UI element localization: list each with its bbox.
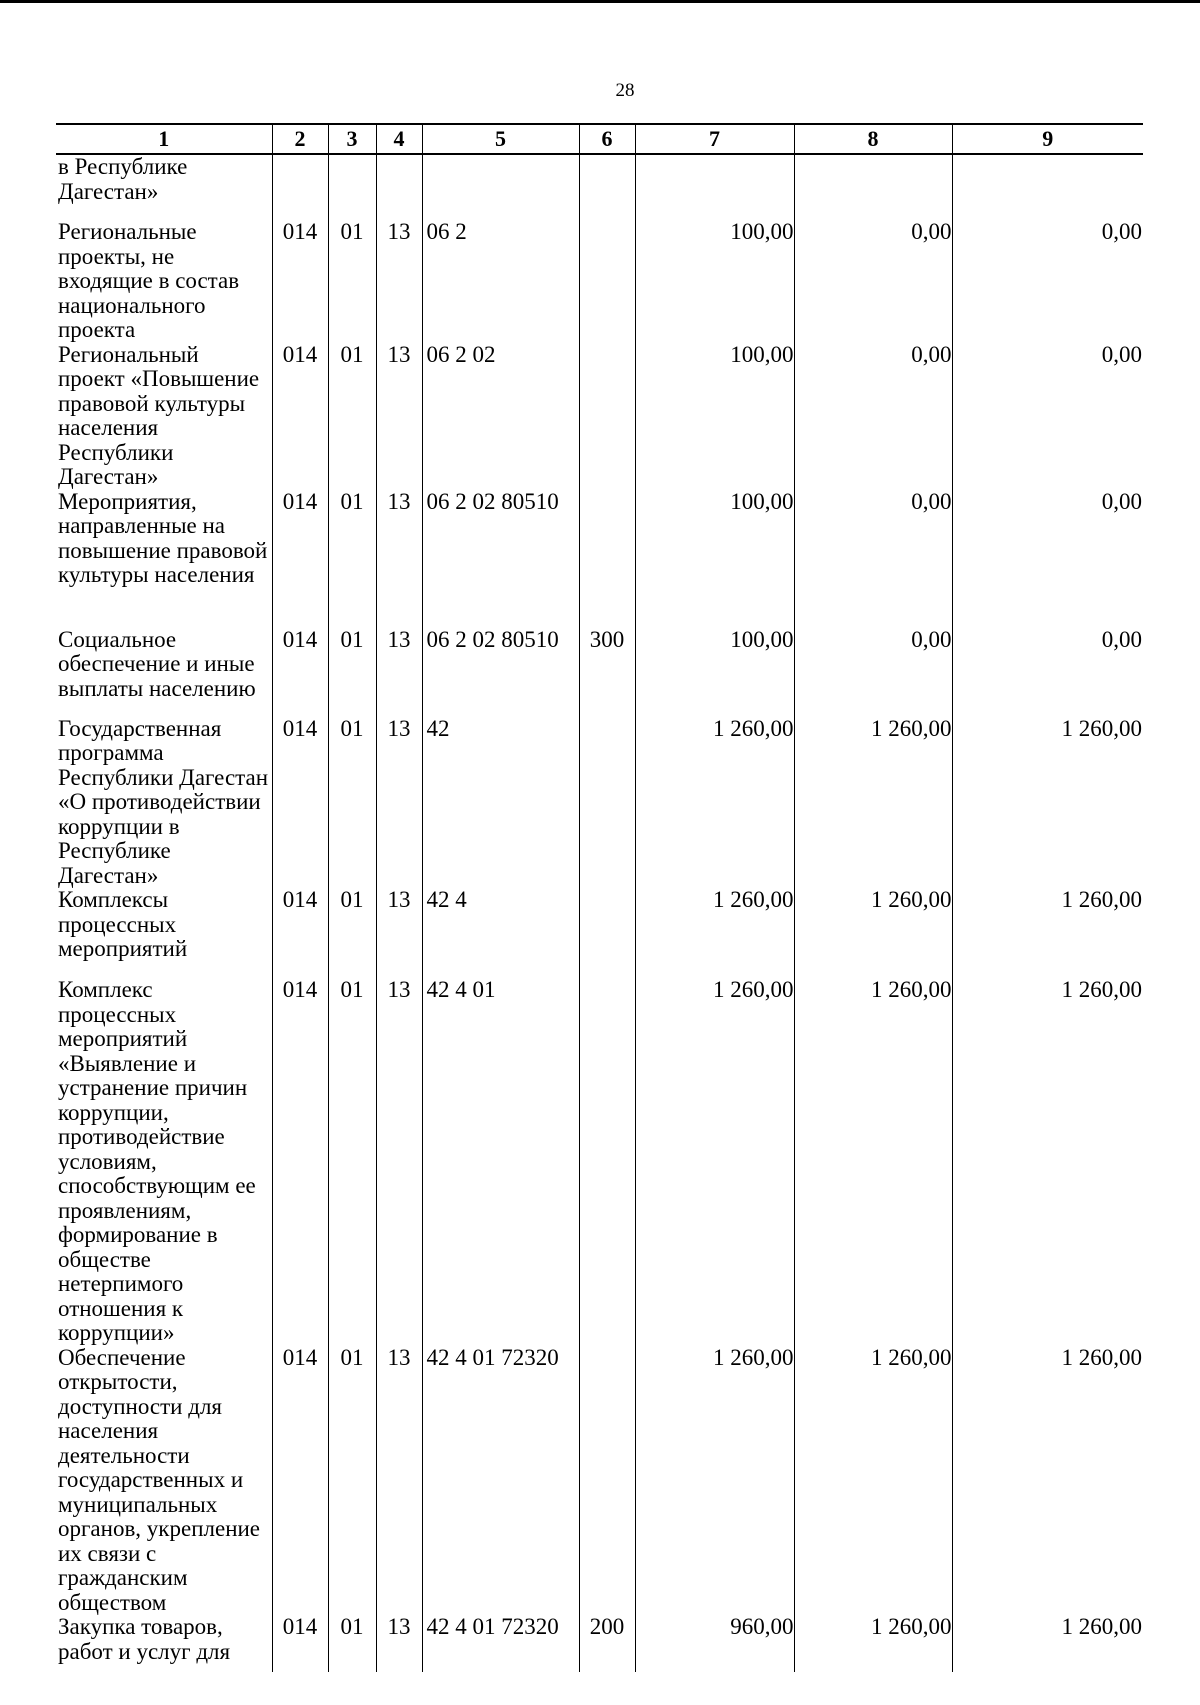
cell-amount-col7: 1 260,00 (635, 888, 794, 978)
column-header-9: 9 (952, 124, 1143, 154)
table-row (56, 1346, 1143, 1616)
cell-expense-type: 200 (579, 1615, 635, 1672)
cell-amount-col9: 0,00 (1101, 489, 1142, 514)
table-row (56, 888, 1143, 978)
column-header-6: 6 (579, 124, 635, 154)
cell-amount-col7: 100,00 (635, 343, 794, 490)
cell-section: 01 (328, 220, 376, 343)
cell-amount-col7: 1 260,00 (635, 978, 794, 1346)
cell-subsection: 13 (376, 888, 422, 978)
cell-amount-col7: 100,00 (635, 628, 794, 717)
row-name: Обеспечение открытости, доступности для населения деятельности государственных и муниципальных органов, укрепление их связи с гражданским обществом (56, 1346, 272, 1616)
cell-amount-col7: 960,00 (635, 1615, 794, 1672)
cell-amount-col9 (952, 154, 1143, 220)
table-body (56, 154, 1143, 1672)
cell-amount-col9: 1 260,00 (1061, 716, 1142, 741)
top-border-rule (0, 0, 1200, 3)
cell-section: 01 (328, 343, 376, 490)
cell-amount-col9: 1 260,00 (1061, 1345, 1142, 1370)
cell-ministry: 014 (272, 490, 328, 628)
cell-amount-col7: 1 260,00 (635, 1346, 794, 1616)
cell-amount-col9: 1 260,00 (1061, 888, 1142, 912)
cell-ministry: 014 (272, 343, 328, 490)
cell-amount-col8: 1 260,00 (794, 888, 952, 978)
cell-amount-col8: 0,00 (794, 490, 952, 628)
cell-ministry: 014 (272, 978, 328, 1346)
cell-target-article: 06 2 02 80510 (422, 628, 579, 717)
table-row (56, 1615, 1143, 1672)
cell-amount-col7: 100,00 (635, 220, 794, 343)
cell-expense-type (579, 888, 635, 978)
row-name: Мероприятия, направленные на повышение правовой культуры населения (56, 490, 272, 628)
cell-section (328, 154, 376, 220)
cell-subsection: 13 (376, 343, 422, 490)
row-name: Государственная программа Республики Дагестан «О противодействии коррупции в Республике Дагестан» (56, 717, 272, 889)
cell-section: 01 (328, 628, 376, 717)
cell-subsection: 13 (376, 1615, 422, 1672)
cell-amount-col9: 0,00 (1101, 220, 1142, 244)
cell-expense-type (579, 343, 635, 490)
cell-amount-col7: 100,00 (635, 490, 794, 628)
cell-amount-col8: 1 260,00 (794, 1615, 952, 1672)
cell-target-article: 42 4 01 (422, 978, 579, 1346)
cell-subsection: 13 (376, 628, 422, 717)
cell-ministry: 014 (272, 1346, 328, 1616)
cell-section: 01 (328, 490, 376, 628)
cell-target-article: 42 4 (422, 888, 579, 978)
cell-expense-type (579, 1346, 635, 1616)
cell-section: 01 (328, 978, 376, 1346)
cell-subsection: 13 (376, 490, 422, 628)
cell-section: 01 (328, 1615, 376, 1672)
cell-section: 01 (328, 717, 376, 889)
cell-target-article: 06 2 02 (422, 343, 579, 490)
column-header-1: 1 (56, 124, 272, 154)
column-header-4: 4 (376, 124, 422, 154)
cell-subsection: 13 (376, 1346, 422, 1616)
cell-expense-type (579, 978, 635, 1346)
cell-amount-col8: 0,00 (794, 220, 952, 343)
cell-subsection: 13 (376, 717, 422, 889)
cell-target-article: 42 4 01 72320 (422, 1346, 579, 1616)
cell-subsection: 13 (376, 220, 422, 343)
cell-amount-col8: 0,00 (794, 628, 952, 717)
cell-ministry: 014 (272, 717, 328, 889)
budget-table (56, 123, 1143, 1672)
row-name: Комплекс процессных мероприятий «Выявление и устранение причин коррупции, противодействие условиям, способствующим ее проявлениям, формирование в обществе нетерпимого отношения к коррупции» (56, 978, 272, 1346)
row-name: Региональные проекты, не входящие в состав национального проекта (56, 220, 272, 343)
column-header-8: 8 (794, 124, 952, 154)
table-row (56, 220, 1143, 343)
cell-expense-type (579, 154, 635, 220)
cell-expense-type (579, 220, 635, 343)
cell-subsection: 13 (376, 978, 422, 1346)
cell-ministry: 014 (272, 1615, 328, 1672)
cell-amount-col9: 0,00 (1101, 342, 1142, 367)
column-header-5: 5 (422, 124, 579, 154)
cell-target-article: 06 2 02 80510 (422, 490, 579, 628)
cell-amount-col9: 1 260,00 (1061, 1615, 1142, 1639)
column-header-7: 7 (635, 124, 794, 154)
cell-amount-col8: 1 260,00 (794, 1346, 952, 1616)
row-name: Региональный проект «Повышение правовой культуры населения Республики Дагестан» (56, 343, 272, 490)
table-row (56, 154, 1143, 220)
cell-ministry: 014 (272, 628, 328, 717)
column-header-3: 3 (328, 124, 376, 154)
cell-amount-col9: 1 260,00 (1061, 978, 1142, 1002)
table-header-row (56, 124, 1143, 154)
cell-expense-type (579, 490, 635, 628)
row-name: Закупка товаров, работ и услуг для (56, 1615, 272, 1672)
cell-section: 01 (328, 888, 376, 978)
table-row (56, 343, 1143, 490)
page-number: 28 (615, 80, 635, 101)
row-name: Комплексы процессных мероприятий (56, 888, 272, 978)
column-header-2: 2 (272, 124, 328, 154)
cell-amount-col8 (794, 154, 952, 220)
cell-target-article (422, 154, 579, 220)
cell-amount-col7: 1 260,00 (635, 717, 794, 889)
cell-target-article: 42 (422, 717, 579, 889)
cell-expense-type (579, 717, 635, 889)
cell-amount-col8: 0,00 (794, 343, 952, 490)
cell-expense-type: 300 (579, 628, 635, 717)
cell-ministry: 014 (272, 888, 328, 978)
cell-subsection (376, 154, 422, 220)
cell-section: 01 (328, 1346, 376, 1616)
table-row (56, 490, 1143, 628)
row-name: в Республике Дагестан» (56, 154, 272, 220)
cell-amount-col7 (635, 154, 794, 220)
cell-target-article: 06 2 (422, 220, 579, 343)
cell-amount-col9: 0,00 (1101, 627, 1142, 652)
table-row (56, 717, 1143, 889)
table-row (56, 628, 1143, 717)
table-row (56, 978, 1143, 1346)
cell-target-article: 42 4 01 72320 (422, 1615, 579, 1672)
cell-ministry (272, 154, 328, 220)
cell-ministry: 014 (272, 220, 328, 343)
cell-amount-col8: 1 260,00 (794, 717, 952, 889)
cell-amount-col8: 1 260,00 (794, 978, 952, 1346)
row-name: Социальное обеспечение и иные выплаты населению (56, 628, 272, 717)
